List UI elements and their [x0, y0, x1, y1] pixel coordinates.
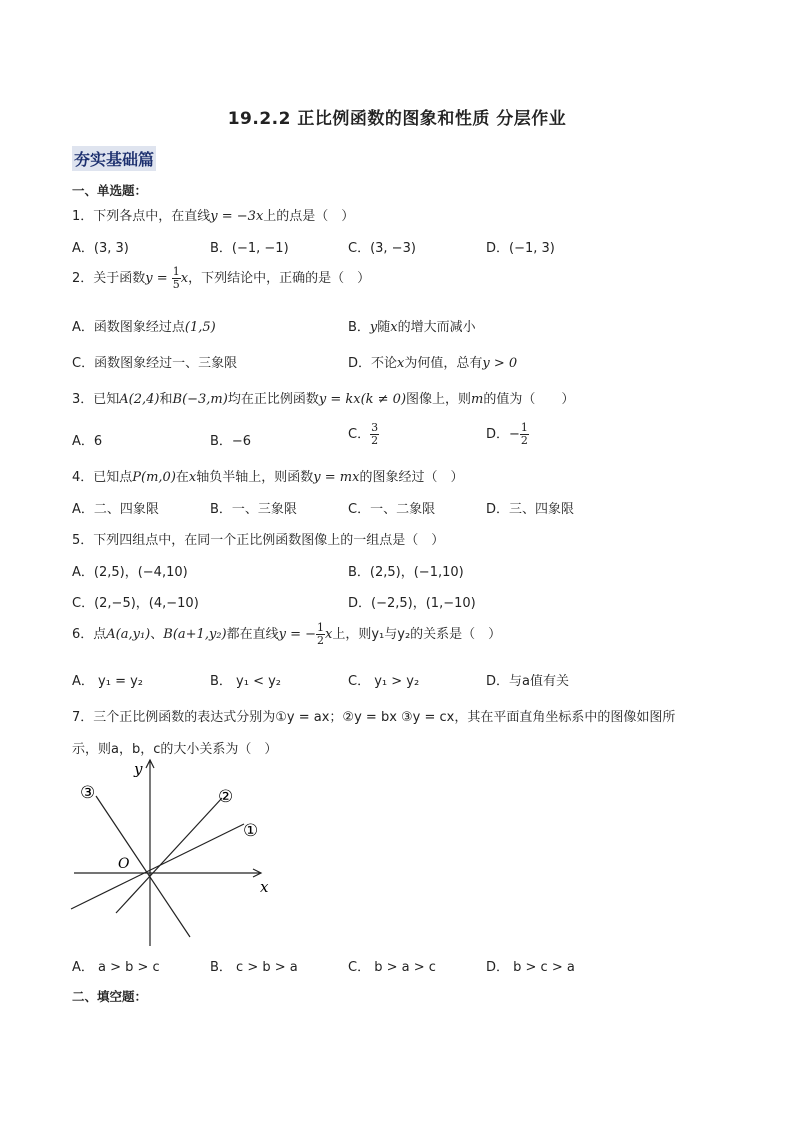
- q1-option-b[interactable]: B．(−1, −1): [210, 241, 289, 256]
- q1-equation: y = −3x: [210, 209, 264, 224]
- q6-pre: 6．点: [72, 627, 107, 642]
- q6-sep: 、: [150, 627, 164, 642]
- section-heading: 夯实基础篇: [72, 146, 156, 171]
- q3-equation: y = kx(k ≠ 0): [318, 392, 407, 407]
- q1-option-c[interactable]: C．(3, −3): [348, 241, 416, 256]
- q2-frac-denominator: 5: [172, 278, 180, 291]
- line-2-label: ②: [218, 787, 234, 807]
- line-3: [96, 796, 190, 937]
- q3-option-c[interactable]: [348, 422, 379, 447]
- q6-frac-denominator: 2: [317, 634, 325, 647]
- q2-option-c[interactable]: C．函数图象经过一、三象限: [72, 356, 238, 371]
- line-1-label: ①: [243, 821, 259, 841]
- q2-option-d-math: y > 0: [482, 356, 518, 371]
- q2-option-a-text: A．函数图象经过点: [72, 320, 185, 335]
- q2-option-d-prefix: D．不论: [348, 356, 398, 371]
- q4-option-c[interactable]: C．一、二象限: [348, 502, 436, 517]
- q5-option-b[interactable]: B．(2,5)，(−1,10): [348, 565, 464, 580]
- question-3: [72, 388, 574, 407]
- q2-option-b-mid: 随: [377, 320, 391, 335]
- q6-option-a[interactable]: A． y₁ = y₂: [72, 674, 143, 689]
- x-axis-label: x: [260, 878, 269, 896]
- q2-option-d-mid: 为何值，总有: [404, 356, 483, 371]
- q2-option-b-x: x: [390, 320, 398, 335]
- q4-point: P(m,0): [132, 470, 176, 485]
- q7-coordinate-graph: [66, 756, 286, 950]
- q4-option-a[interactable]: A．二、四象限: [72, 502, 159, 517]
- q6-eq-left: y = −: [278, 627, 317, 642]
- q4-post: 的图象经过（ ）: [359, 470, 464, 485]
- q5-option-a[interactable]: A．(2,5)，(−4,10): [72, 565, 188, 580]
- q2-option-d-x: x: [397, 356, 405, 371]
- q4-x: x: [188, 470, 197, 485]
- q4-equation: y = mx: [313, 470, 360, 485]
- q3-option-d-fraction: [520, 422, 529, 447]
- q6-fraction: [316, 622, 325, 647]
- q6-option-c[interactable]: C． y₁ > y₂: [348, 674, 420, 689]
- q2-option-d[interactable]: [348, 352, 517, 371]
- q3-m: m: [471, 392, 484, 407]
- question-7-line-1: 7．三个正比例函数的表达式分别为①y = ax；②y = bx ③y = cx，其在平面直角坐标系中的图像如图所: [72, 710, 676, 725]
- part-heading-fill-blank: 二、填空题：: [72, 989, 148, 1004]
- q3-option-c-fraction: [370, 422, 379, 447]
- q4-option-d[interactable]: D．三、四象限: [486, 502, 575, 517]
- q6-eq-right: x: [325, 627, 333, 642]
- q3-post1: 图像上，则: [406, 392, 472, 407]
- q2-fraction: [172, 266, 181, 291]
- line-3-label: ③: [80, 783, 96, 803]
- q5-option-d[interactable]: D．(−2,5)，(1,−10): [348, 596, 476, 611]
- q2-option-b[interactable]: [348, 316, 476, 335]
- q3-d-numerator: 1: [520, 421, 528, 434]
- q6-post: 上，则y₁与y₂的关系是（ ）: [332, 627, 502, 642]
- question-2: [72, 266, 370, 291]
- q3-c-denominator: 2: [371, 434, 379, 447]
- q1-stem-post: 上的点是（ ）: [263, 209, 355, 224]
- q4-option-b[interactable]: B．一、三象限: [210, 502, 297, 517]
- q2-eq-right: x: [180, 271, 189, 286]
- q6-point-b: B(a+1,y₂): [163, 627, 227, 642]
- q7-option-d[interactable]: D． b > c > a: [486, 960, 575, 975]
- q6-mid: 都在直线: [226, 627, 279, 642]
- q4-pre: 4．已知点: [72, 470, 133, 485]
- q3-and: 和: [159, 392, 173, 407]
- q3-post2: 的值为（ ）: [483, 392, 575, 407]
- q2-frac-numerator: 1: [172, 265, 180, 278]
- q4-mid2: 轴负半轴上，则函数: [196, 470, 314, 485]
- question-7-line-2: 示，则a，b，c的大小关系为（ ）: [72, 742, 278, 757]
- q6-option-d[interactable]: D．与a值有关: [486, 674, 569, 689]
- q2-option-a-point: (1,5): [184, 320, 216, 335]
- q3-c-numerator: 3: [371, 421, 379, 434]
- page-title: 19.2.2 正比例函数的图象和性质 分层作业: [227, 109, 567, 129]
- origin-label: O: [118, 856, 130, 872]
- q2-option-b-prefix: B．: [348, 320, 370, 335]
- q2-option-b-post: 的增大而减小: [397, 320, 476, 335]
- q2-stem-post: ，下列结论中，正确的是（ ）: [188, 271, 371, 286]
- q4-mid: 在: [175, 470, 189, 485]
- q6-point-a: A(a,y₁): [106, 627, 151, 642]
- q1-option-d[interactable]: D．(−1, 3): [486, 241, 555, 256]
- q2-option-a[interactable]: [72, 316, 216, 335]
- question-4: [72, 466, 463, 485]
- question-5: 5．下列四组点中，在同一个正比例函数图像上的一组点是（ ）: [72, 533, 445, 548]
- y-axis-label: y: [134, 760, 143, 778]
- q7-option-a[interactable]: A． a > b > c: [72, 960, 160, 975]
- q3-point-b: B(−3,m): [172, 392, 228, 407]
- question-6: [72, 622, 501, 647]
- q3-option-b[interactable]: B．−6: [210, 434, 252, 449]
- line-2: [116, 798, 222, 913]
- q2-option-b-y: y: [369, 320, 378, 335]
- q1-option-a[interactable]: A．(3, 3): [72, 241, 129, 256]
- q5-option-c[interactable]: C．(2,−5)，(4,−10): [72, 596, 199, 611]
- q3-point-a: A(2,4): [119, 392, 160, 407]
- q1-stem-pre: 1．下列各点中，在直线: [72, 209, 211, 224]
- q7-option-c[interactable]: C． b > a > c: [348, 960, 436, 975]
- q3-pre: 3．已知: [72, 392, 120, 407]
- q6-option-b[interactable]: B． y₁ < y₂: [210, 674, 282, 689]
- q3-option-d-label: D．−: [486, 427, 520, 442]
- line-1: [71, 824, 244, 909]
- q2-eq-left: y =: [145, 271, 168, 286]
- q3-option-d[interactable]: [486, 422, 529, 447]
- q3-option-c-label: C．: [348, 427, 371, 442]
- q3-d-denominator: 2: [520, 434, 528, 447]
- q6-frac-numerator: 1: [317, 621, 325, 634]
- q3-option-a[interactable]: A．6: [72, 434, 103, 449]
- q3-mid: 均在正比例函数: [227, 392, 319, 407]
- q7-option-b[interactable]: B． c > b > a: [210, 960, 298, 975]
- part-heading-single-choice: 一、单选题：: [72, 183, 148, 198]
- question-1: [72, 205, 354, 224]
- q2-stem-pre: 2．关于函数: [72, 271, 146, 286]
